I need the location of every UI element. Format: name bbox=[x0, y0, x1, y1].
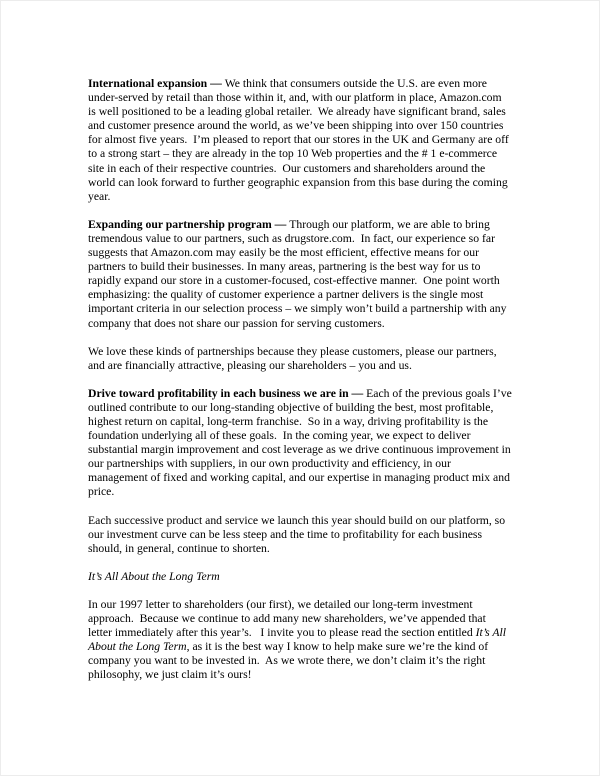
paragraph-partnership-program bbox=[88, 218, 512, 331]
paragraph-1997-letter bbox=[88, 598, 512, 683]
paragraph-lead-drive-toward-profitability: Drive toward profitability in each business we are in — bbox=[88, 386, 367, 400]
inline-italic-long-term-title: It’s All About the Long Term bbox=[88, 626, 509, 654]
paragraph-body-partnerships-love: We love these kinds of partnerships because they please customers, please our partners, and are financially attractive, pleasing our shareholders – you and us. bbox=[88, 344, 500, 372]
paragraph-body-1997-letter-end: , as it is the best way I know to help make sure we’re the kind of company you want to be invested in. As we wrote there, we don’t claim it’s the right philosophy, we just claim it’s ours! bbox=[88, 640, 492, 682]
paragraph-body-successive-products: Each successive product and service we launch this year should build on our platform, so our investment curve can be less steep and the time to profitability for each business should, in general, continue to shorten. bbox=[88, 513, 508, 555]
paragraph-body-1997-letter-start: In our 1997 letter to shareholders (our first), we detailed our long-term investment approach. Because we continue to add many new shareholders, we’ve appended that letter immediately after this year’s. I invite you to please read the section entitled bbox=[88, 597, 489, 640]
paragraph-international-expansion bbox=[88, 77, 512, 204]
paragraph-lead-partnership-program: Expanding our partnership program — bbox=[88, 217, 290, 231]
paragraph-body-international-expansion: We think that consumers outside the U.S. are even more under-served by retail than those within it, and, with our platform in place, Amazon.com is well positioned to be a leading global retailer. We already have significant brand, sales and customer presence around the world, as we’ve been shipping into over 150 countries for almost five years. I’m pleased to report that our stores in the UK and Germany are off to a strong start – they are already in the top 10 Web properties and the # 1 e-commerce site in each of their respective countries. Our customers and shareholders around the world can look forward to further geographic expansion from this base during the coming year. bbox=[88, 77, 512, 203]
paragraph-partnerships-love bbox=[88, 345, 512, 373]
section-heading-long-term: It’s All About the Long Term bbox=[88, 569, 220, 583]
paragraph-body-drive-toward-profitability: Each of the previous goals I’ve outlined contribute to our long-standing objective of building the best, most profitable, highest return on capital, long-term franchise. So in a way, driving profitability is the foundation underlying all of these goals. In the coming year, we expect to deliver substantial margin improvement and cost leverage as we drive continuous improvement in our partnerships with suppliers, in our own productivity and efficiency, in our management of fixed and working capital, and our expertise in managing product mix and price. bbox=[88, 386, 515, 499]
paragraph-drive-toward-profitability bbox=[88, 386, 515, 500]
paragraph-successive-products bbox=[88, 514, 512, 556]
paragraph-lead-international-expansion: International expansion — bbox=[88, 77, 225, 90]
paragraph-body-partnership-program: Through our platform, we are able to bring tremendous value to our partners, such as drugstore.com. In fact, our experience so far suggests that Amazon.com may easily be the most efficient, effective means for our partners to build their businesses. In many areas, partnering is the best way for us to rapidly expand our store in a customer-focused, cost-effective manner. One point worth emphasizing: the quality of customer experience a partner delivers is the single most important criteria in our selection process – we simply won’t build a partnership with any company that does not share our passion for serving customers. bbox=[88, 217, 510, 330]
